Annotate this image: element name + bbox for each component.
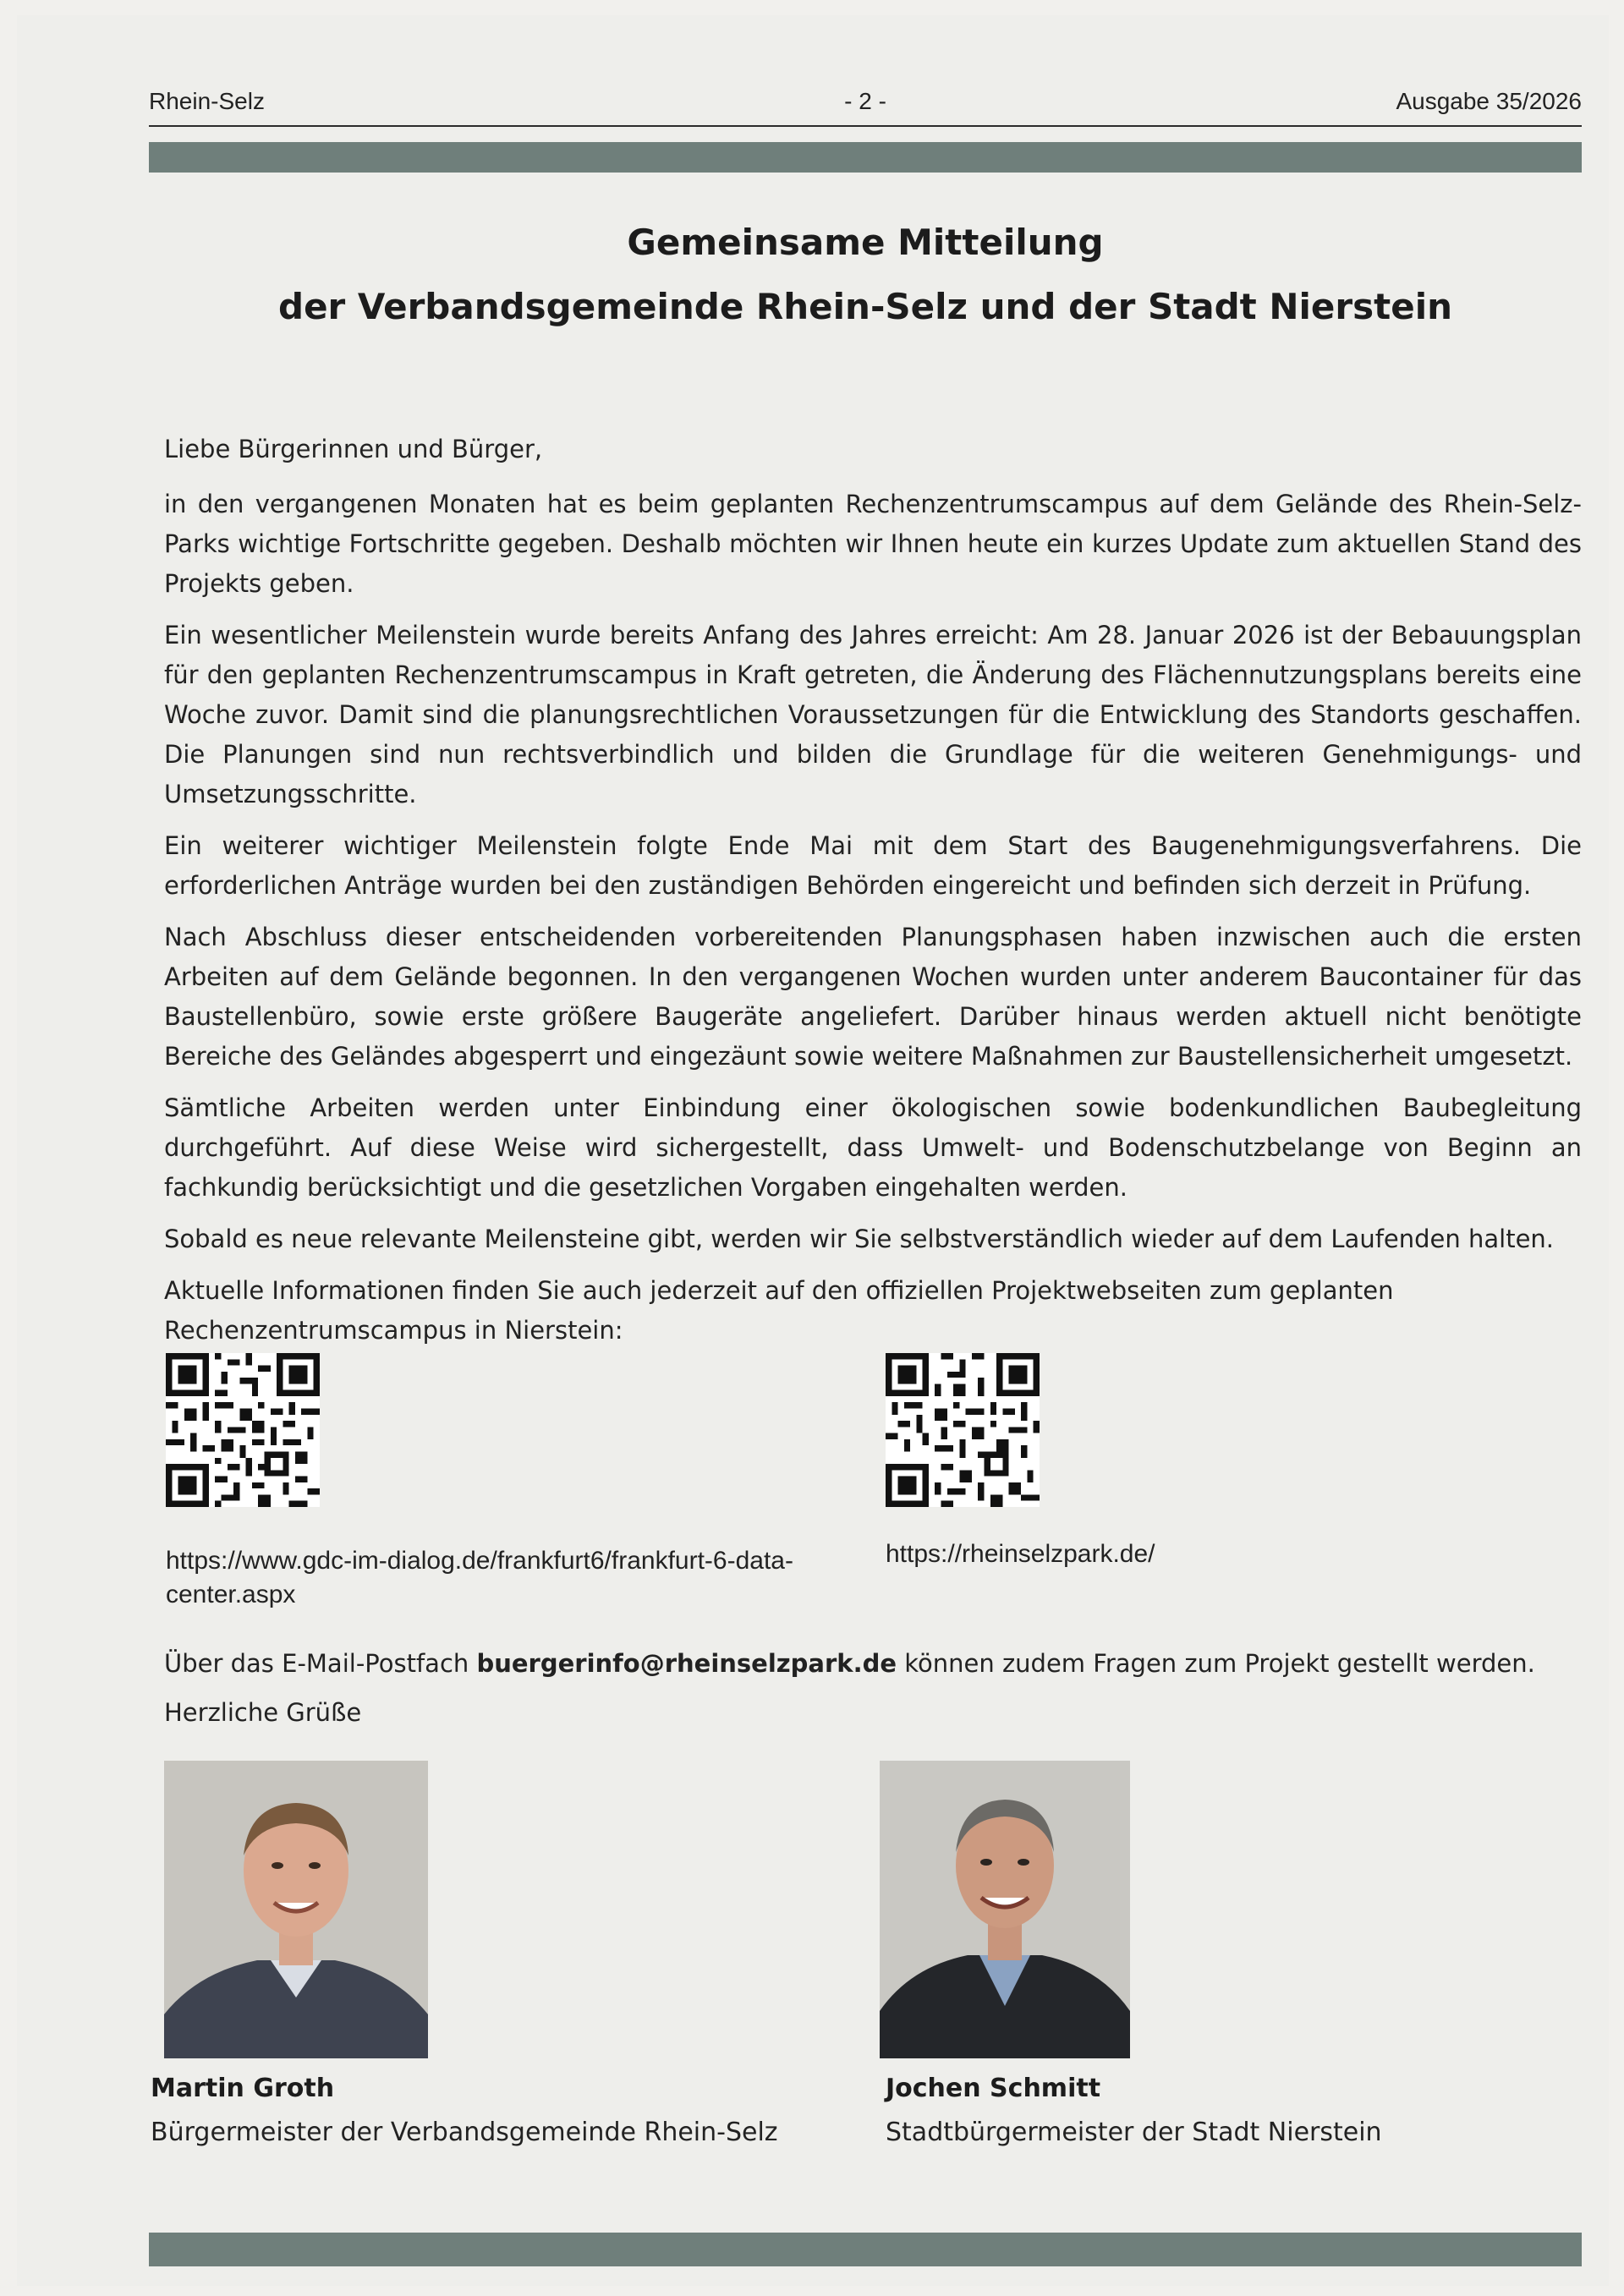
link-rheinselzpark-website[interactable]: https://rheinselzpark.de/: [886, 1540, 1155, 1568]
qr-code-gdc[interactable]: [166, 1353, 320, 1507]
paragraph-1: in den vergangenen Monaten hat es beim geplanten Rechenzentrumscampus auf dem Gelände des Rhein-Selz-Parks wichtige Fortschritte gegeben. Deshalb möchten wir Ihnen heute ein kurzes Update zum aktuellen Stand des Projekts geben.: [164, 490, 1582, 598]
paragraph-3: Ein weiterer wichtiger Meilenstein folgte Ende Mai mit dem Start des Baugenehmigungsverfahrens. Die erforderlichen Anträge wurden bei den zuständigen Behörden eingereicht und befinden sich derzeit in Prüfung.: [164, 831, 1582, 900]
header-issue: Ausgabe 35/2026: [1396, 88, 1582, 114]
qr-code-rheinselzpark[interactable]: [886, 1353, 1040, 1507]
signature-name-1: Martin Groth: [151, 2074, 335, 2103]
contact-text-after: können zudem Fragen zum Projekt gestellt werden.: [897, 1649, 1535, 1678]
signature-name-2: Jochen Schmitt: [886, 2074, 1101, 2103]
paragraph-4: Nach Abschluss dieser entscheidenden vorbereitenden Planungsphasen haben inzwischen auch die ersten Arbeiten auf dem Gelände begonnen. In den vergangenen Wochen wurden unter anderem Baucontainer für das Baustellenbüro, sowie erste größere Baugeräte angeliefert. Darüber hinaus werden aktuell nicht benötigte Bereiche des Geländes abgesperrt und eingezäunt sowie weitere Maßnahmen zur Baustellensicherheit umgesetzt.: [164, 923, 1582, 1071]
portrait-photo: [164, 1761, 428, 2058]
paragraph-7: Aktuelle Informationen finden Sie auch jederzeit auf den offiziellen Projektwebseiten zum geplanten Rechenzentrumscampus in Nierstein:: [164, 1276, 1394, 1345]
header-publication: Rhein-Selz: [149, 88, 265, 114]
bleed-through-background: [271, 151, 1539, 406]
page-header: [149, 85, 1582, 125]
qr-code-icon: [166, 1353, 320, 1507]
header-page-number: - 2 -: [844, 88, 886, 114]
link-gdc-website[interactable]: https://www.gdc-im-dialog.de/frankfurt6/frankfurt-6-data-center.aspx: [166, 1547, 793, 1608]
article-body: [164, 430, 1582, 1362]
paragraph-6: Sobald es neue relevante Meilensteine gibt, werden wir Sie selbstverständlich wieder auf dem Laufenden halten.: [164, 1225, 1555, 1253]
bottom-color-band: [149, 2233, 1582, 2266]
article-subtitle: der Verbandsgemeinde Rhein-Selz und der Stadt Nierstein: [278, 286, 1452, 327]
signature-role-1: Bürgermeister der Verbandsgemeinde Rhein-Selz: [151, 2118, 778, 2147]
paragraph-5: Sämtliche Arbeiten werden unter Einbindung einer ökologischen sowie bodenkundlichen Baubegleitung durchgeführt. Auf diese Weise wird sichergestellt, dass Umwelt- und Bodenschutzbelange von Beginn an fachkundig berücksichtigt und die gesetzlichen Vorgaben eingehalten werden.: [164, 1093, 1582, 1202]
article-title: Gemeinsame Mitteilung: [627, 222, 1104, 263]
header-rule: [149, 125, 1582, 127]
paragraph-2: Ein wesentlicher Meilenstein wurde bereits Anfang des Jahres erreicht: Am 28. Januar 2026 ist der Bebauungsplan für den geplanten Rechenzentrumscampus in Kraft getreten, die Änderung des Flächennutzungsplans bereits eine Woche zuvor. Damit sind die planungsrechtlichen Voraussetzungen für die Entwicklung des Standorts geschaffen. Die Planungen sind nun rechtsverbindlich und bilden die Grundlage für die weiteren Genehmigungs- und Umsetzungsschritte.: [164, 621, 1582, 808]
signature-role-2: Stadtbürgermeister der Stadt Nierstein: [886, 2118, 1382, 2147]
contact-line: [164, 1644, 1582, 1684]
contact-email[interactable]: buergerinfo@rheinselzpark.de: [476, 1649, 897, 1678]
top-color-band: [149, 142, 1582, 173]
portrait-photo: [880, 1761, 1130, 2058]
closing-greeting: Herzliche Grüße: [164, 1698, 362, 1727]
contact-text-before: Über das E-Mail-Postfach: [164, 1649, 477, 1678]
greeting: Liebe Bürgerinnen und Bürger,: [164, 435, 543, 463]
qr-code-icon: [886, 1353, 1040, 1507]
